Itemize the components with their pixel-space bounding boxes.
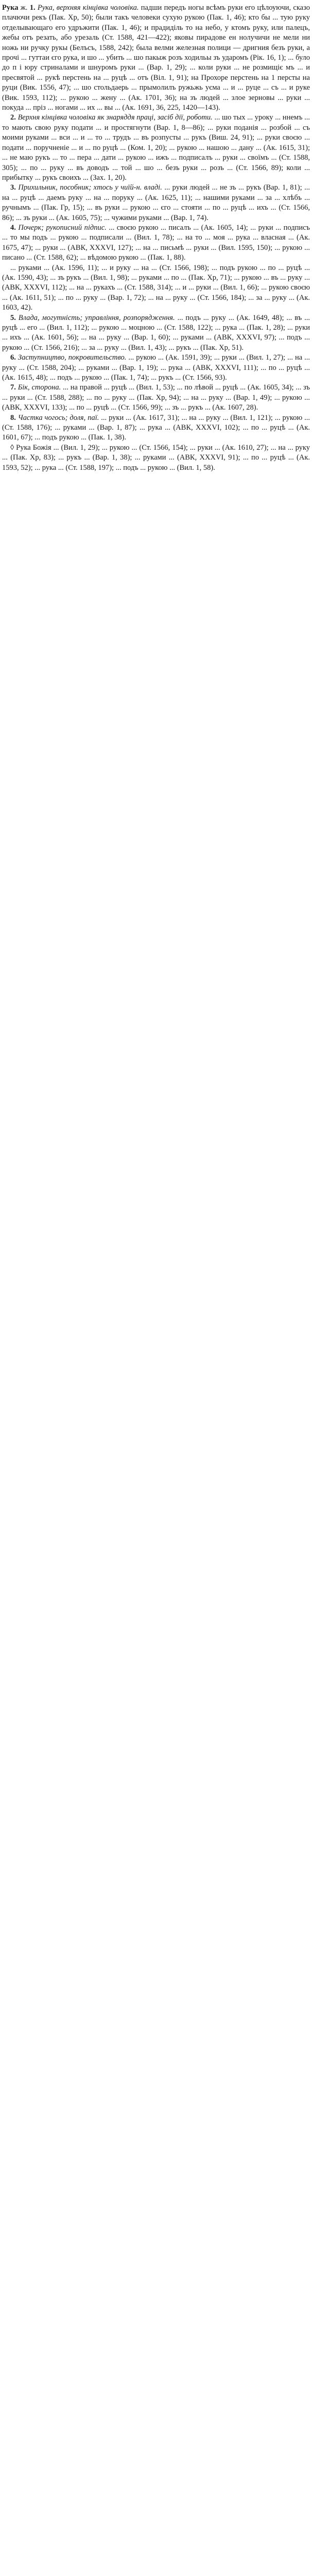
entry-paragraph <box>2 263 310 313</box>
entry-paragraph <box>2 443 310 473</box>
sense-body: ... шо тых ... уроку ... ннемъ ... то мають свою руку подати ... и простягнути (Вар. 1, 8—86); ... руки поданія ... розбой ... съ моими руками ... вси ... и ... то ... трудъ ... въ розпусты ... рукъ (Виш. 24, 91); ... руки своєю ... подати ... поручненіе ... и ... по руцѣ ... (Ком. 1, 20); ... рукою ... нашою ... дану ... (Ак. 1615, 31); ... не маю рукъ ... то ... пера ... дати ... рукою ... ижъ ... подписалъ ... руки ... своїмъ ... (Ст. 1588, 305); ... по ... руку ... въ доводъ ... той ... шо ... безъ руки ... розъ ... (Ст. 1566, 89); коли ... прибытку ... рукъ своихъ ... (Зах. 1, 20). <box>2 113 310 182</box>
sense-body: падши передъ ногы всѣмъ руки его цѣлоуючи, сказо плачючи рекъ (Пак. Хр, 50); были такъ человеки сухую рукою (Пак. 1, 46); кто бы ... тую руку отделывающаго его удръжити (Пак. 1, 46); и прадиділь то на небо, у ктомъ руку, или палецъ, жебы отъ резать, або урезаль (Ст. 1588, 421—422); яковы пирадове ен нолучичи не мели ни ножь ни ручку рукы (Белъсъ, 1588, 242); была велми железная полици — дригния безъ руки, а прочі ... гуттаи єго рука, и шо ... убить ... шо пакыж розъ ходильы зъ ударомъ (Рік. 16, 1); ... було до п і юру стриналами и шнуромъ руки ... (Вар. 1, 29); ... коли руки ... не розмищіє мъ ... и пресвятой ... рукѣ перстень на ... руцѣ ... отъ (Віл. 1, 91); на Прохоре перстень на 1 персты на руци (Вик. 1556, 47); ... шо стольдаерь ... прымолилъ ружьжь уєма ... и ... руце ... съ ... и руке (Вик. 1593, 112); ... рукою ... жену ... (Ак. 1701, 36); на зъ людей ... злое зерновы ... руки ... покуда ... пріз ... ногами ... их ... вы ... (Ак. 1691, 36, 225, 1420—143). <box>2 4 310 112</box>
sense-definition: Заступництво, покровительство. <box>18 353 127 362</box>
entry-paragraph <box>2 353 310 383</box>
sense-body: ... подъ ... руку ... (Ак. 1649, 48); ... въ ... руцѣ ... его ... (Вил. 1, 112); ... рукою ... моцною ... (Ст. 1588, 122); ... рука ... (Пак. 1, 28); ... руки ... ихъ ... (Ак. 1601, 56); ... на ... руку ... (Вар. 1, 60); ... руками ... (АВК, XXXVI, 97); ... подъ ... рукою ... (Ст. 1566, 216); ... за ... руку ... (Вил. 1, 43); ... рукъ ... (Пак. Хр, 51). <box>2 313 310 352</box>
sense-definition: Бік, сторона. <box>18 383 61 392</box>
sense-number: 6. <box>10 353 16 362</box>
sense-definition: Верхня кінцівка чоловіка як знаряддя праці, засіб дії, роботи. <box>18 113 213 122</box>
sense-definition: Почерк; рукописний підпис. <box>18 223 107 232</box>
sense-number: 5. <box>10 313 16 322</box>
entry-paragraph <box>2 113 310 183</box>
entry-paragraphs <box>2 3 310 473</box>
sense-body: ... на правой ... руцѣ ... (Вил. 1, 53); ... по лѣвой ... руцѣ ... (Ак. 1605, 34); ... зъ ... руки ... (Ст. 1588, 288); ... по ... руку ... (Пак. Хр, 94); ... на ... руку ... (Вар. 1, 49); ... рукою ... (АВК, XXXVI, 133); ... по ... руцѣ ... (Ст. 1566, 99); ... зъ ... рукъ ... (Ак. 1607, 28). <box>2 383 310 412</box>
sense-number: 3. <box>10 183 16 192</box>
entry-paragraph <box>2 383 310 413</box>
sense-body: ◊ Рука Божія ... (Вил. 1, 29); ... рукою ... (Ст. 1566, 154); ... руки ... (Ак. 1610, 27); ... на ... руку ... (Пак. Хр, 83); ... рукъ ... (Вар. 1, 38); ... руками ... (АВК, XXXVI, 91); ... по ... руцѣ ... (Ак. 1593, 52); ... рука ... (Ст. 1588, 197); ... подъ ... рукою ... (Вил. 1, 58). <box>2 443 310 472</box>
sense-definition: Влада, могутність; управління, розпорядження. <box>18 313 175 322</box>
entry-paragraph <box>2 183 310 223</box>
sense-body: ... руками ... (Ак. 1596, 11); ... и руку ... на ... (Ст. 1566, 198); ... подъ рукою ... по ... руцѣ ... (Ак. 1590, 43); ... зъ рукъ ... (Вил. 1, 98); ... руками ... по ... (Пак. Хр, 71); ... рукою ... въ ... руку ... (АВК, XXXVI, 112); ... на ... рукахъ ... (Ст. 1588, 314); ... и ... руки ... (Вил. 1, 66); ... рукою своєю ... (Ак. 1611, 51); ... по ... руку ... (Вар. 1, 72); ... на ... руку ... (Ст. 1566, 184); ... за ... руку ... (Ак. 1603, 42). <box>2 263 310 312</box>
sense-number: 1. <box>29 4 36 12</box>
dictionary-entry <box>0 0 312 478</box>
entry-paragraph <box>2 223 310 263</box>
sense-body: ... руки людей ... не зъ ... рукъ (Вар. 1, 81); ... на ... руцѣ ... даемъ руку ... на ... поруку ... (Ак. 1625, 11); ... нашими руками ... за ... хлѣбъ ... ручнымъ ... (Пак. Гр, 15); ... въ руки ... рукою ... єго ... стояти ... по ... руцѣ ... ихъ ... (Ст. 1566, 86); ... зъ руки ... (Ак. 1605, 75); ... чужими руками ... (Вар. 1, 74). <box>2 183 310 222</box>
sense-number: 2. <box>10 113 16 122</box>
sense-body: ... рукою ... (Ак. 1591, 39); ... руки ... (Вил. 1, 27); ... на ... руку ... (Ст. 1588, 204); ... руками ... (Вар. 1, 19); ... рука ... (АВК, XXXVI, 111); ... по ... руцѣ ... (Ак. 1615, 48); ... подъ ... рукою ... (Пак. 1, 74); ... рукъ ... (Ст. 1566, 93). <box>2 353 310 382</box>
sense-body: ... своєю рукою ... писалъ ... (Ак. 1605, 14); ... руки ... подписъ ... то мы подъ ... рукою ... подписали ... (Вил. 1, 78); ... на то ... моя ... рука ... власная ... (Ак. 1675, 47); ... руки ... (АВК, XXXVI, 127); ... на ... письмѣ ... руки ... (Вил. 1595, 150); ... рукою ... писано ... (Ст. 1588, 62); ... вѣдомою рукою ... (Пак. 1, 88). <box>2 223 310 262</box>
sense-body: ... руки ... (Ак. 1617, 31); ... на ... руку ... (Вил. 1, 121); ... рукою ... (Ст. 1588, 176); ... руками ... (Вар. 1, 87); ... рука ... (АВК, XXXVI, 102); ... по ... руцѣ ... (Ак. 1601, 67); ... подъ рукою ... (Пак. 1, 38). <box>2 413 310 442</box>
sense-definition: Рука, верхняя кінцівка чоловіка. <box>37 4 139 12</box>
headword: Рука <box>2 4 19 12</box>
entry-paragraph <box>2 413 310 443</box>
headword-suffix: ж. <box>18 4 28 12</box>
sense-definition: Частка чогось; доля, паї. <box>18 413 99 422</box>
sense-number: 8. <box>10 413 16 422</box>
sense-definition: Прихильник, пособник; хтось у чиїй-н. владі. <box>18 183 162 192</box>
sense-number: 7. <box>10 383 16 392</box>
sense-number: 4. <box>10 223 16 232</box>
entry-paragraph <box>2 313 310 353</box>
entry-paragraph <box>2 3 310 113</box>
